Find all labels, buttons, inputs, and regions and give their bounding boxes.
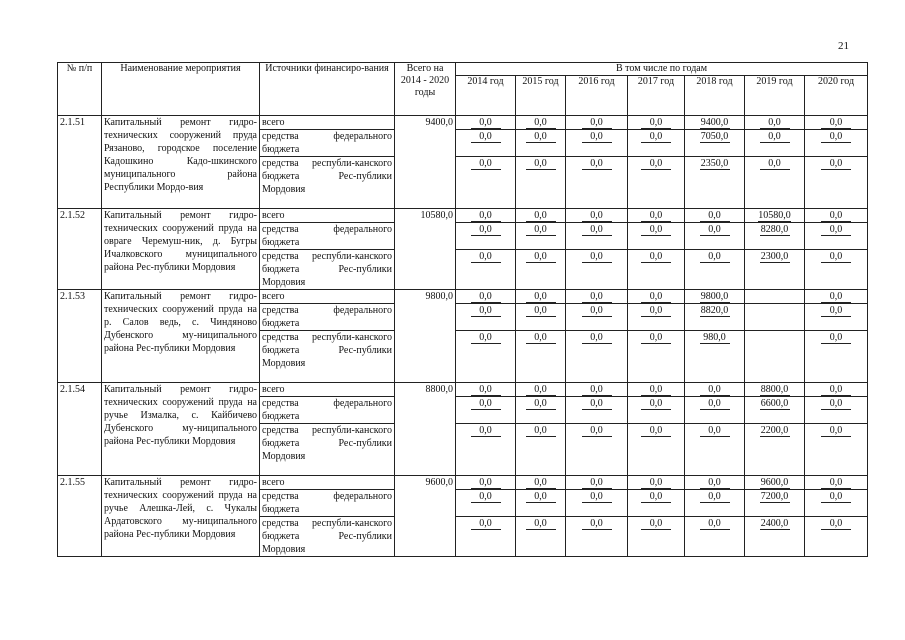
- year-value-2014: [456, 304, 516, 331]
- funding-source: всего: [260, 383, 395, 397]
- value-text: 0,0: [582, 131, 612, 143]
- value-text: 0,0: [641, 425, 671, 437]
- funding-source: средства республи-канского бюджета Рес-публики Мордовия: [260, 331, 395, 383]
- value-text: 0,0: [471, 398, 501, 410]
- year-value-2020: [805, 223, 868, 250]
- value-text: 0,0: [471, 210, 501, 222]
- year-value-2018: [685, 157, 745, 209]
- year-value-2015: [516, 490, 566, 517]
- year-value-2015: [516, 424, 566, 476]
- header-year-2016: 2016 год: [566, 76, 628, 116]
- value-text: 0,0: [582, 518, 612, 530]
- year-value-2015: [516, 223, 566, 250]
- year-value-2020: [805, 383, 868, 397]
- value-text: 0,0: [821, 518, 851, 530]
- page-number: 21: [838, 40, 849, 52]
- year-value-2018: [685, 476, 745, 490]
- funding-source: средства республи-канского бюджета Рес-публики Мордовия: [260, 517, 395, 557]
- year-value-2018: [685, 397, 745, 424]
- value-text: 0,0: [641, 491, 671, 503]
- measure-name: Капитальный ремонт гидро-технических сооружений пруда на ручье Алешка-Лей, с. Чукалы Ардатовского му-ниципального района Рес-публики Мордовия: [102, 476, 260, 557]
- value-text: 0,0: [526, 251, 556, 263]
- year-value-2017: [628, 476, 685, 490]
- value-text: 0,0: [760, 158, 790, 170]
- value-text: 0,0: [641, 158, 671, 170]
- value-text: 0,0: [582, 398, 612, 410]
- year-value-2019: [745, 517, 805, 557]
- value-text: 0,0: [821, 210, 851, 222]
- value-text: 0,0: [526, 477, 556, 489]
- header-year-2019: 2019 год: [745, 76, 805, 116]
- value-text: 0,0: [641, 224, 671, 236]
- row-number: 2.1.54: [58, 383, 102, 476]
- year-value-2016: [566, 304, 628, 331]
- value-text: 980,0: [700, 332, 730, 344]
- value-text: 0,0: [821, 117, 851, 129]
- year-value-2017: [628, 304, 685, 331]
- header-num: № п/п: [58, 63, 102, 116]
- year-value-2020: [805, 517, 868, 557]
- year-value-2016: [566, 476, 628, 490]
- year-value-2019: [745, 130, 805, 157]
- year-value-2014: [456, 383, 516, 397]
- year-value-2020: [805, 331, 868, 383]
- value-text: 0,0: [582, 491, 612, 503]
- value-text: 0,0: [526, 305, 556, 317]
- year-value-2019: [745, 490, 805, 517]
- value-text: 0,0: [700, 425, 730, 437]
- value-text: 0,0: [471, 158, 501, 170]
- year-value-2015: [516, 397, 566, 424]
- value-text: 2400,0: [760, 518, 789, 529]
- value-text: 0,0: [700, 251, 730, 263]
- value-text: 0,0: [700, 210, 730, 222]
- year-value-2015: [516, 157, 566, 209]
- value-text: 0,0: [471, 131, 501, 143]
- year-value-2014: [456, 250, 516, 290]
- year-value-2018: [685, 209, 745, 223]
- funding-source: средства республи-канского бюджета Рес-публики Мордовия: [260, 250, 395, 290]
- year-value-2018: [685, 383, 745, 397]
- value-text: 9400,0: [700, 117, 729, 128]
- funding-table: [57, 62, 868, 557]
- value-text: 0,0: [641, 398, 671, 410]
- year-value-2019: [745, 157, 805, 209]
- measure-name: Капитальный ремонт гидро-технических сооружений пруда Рязаново, городское поселение Кадошкино Кадо-шкинского муниципального района Республики Мордо-вия: [102, 116, 260, 209]
- funding-source: средства федерального бюджета: [260, 397, 395, 424]
- value-text: 0,0: [641, 210, 671, 222]
- value-text: 0,0: [641, 518, 671, 530]
- measure-name: Капитальный ремонт гидро-технических сооружений пруда на ручье Измалка, с. Кайбичево Дубенского му-ниципального района Рес-публики Мордовия: [102, 383, 260, 476]
- year-value-2019: [745, 116, 805, 130]
- value-text: 0,0: [471, 491, 501, 503]
- year-value-2017: [628, 209, 685, 223]
- year-value-2016: [566, 209, 628, 223]
- header-total: Всего на 2014 - 2020 годы: [395, 63, 456, 116]
- year-value-2015: [516, 250, 566, 290]
- year-value-2016: [566, 290, 628, 304]
- value-text: 0,0: [821, 291, 851, 303]
- value-text: 0,0: [821, 332, 851, 344]
- value-text: 0,0: [641, 251, 671, 263]
- value-text: 0,0: [582, 224, 612, 236]
- year-value-2014: [456, 290, 516, 304]
- value-text: 0,0: [526, 518, 556, 530]
- total-amount: 9400,0: [395, 116, 456, 209]
- value-text: 0,0: [582, 305, 612, 317]
- year-value-2020: [805, 424, 868, 476]
- value-text: 0,0: [821, 305, 851, 317]
- value-text: 0,0: [641, 117, 671, 129]
- measure-name: Капитальный ремонт гидро-технических сооружений пруда на овраге Черемуш-ник, д. Бугры Ичалковского муниципального района Рес-публики Мордовия: [102, 209, 260, 290]
- year-value-2015: [516, 331, 566, 383]
- year-value-2017: [628, 157, 685, 209]
- value-text: 0,0: [641, 131, 671, 143]
- funding-source: средства федерального бюджета: [260, 130, 395, 157]
- year-value-2014: [456, 331, 516, 383]
- year-value-2015: [516, 209, 566, 223]
- year-value-2019: [745, 290, 805, 304]
- year-value-2018: [685, 331, 745, 383]
- value-text: 0,0: [582, 210, 612, 222]
- year-value-2018: [685, 116, 745, 130]
- value-text: 0,0: [471, 291, 501, 303]
- year-value-2014: [456, 157, 516, 209]
- header-row-1: [58, 63, 868, 76]
- row-number: 2.1.55: [58, 476, 102, 557]
- year-value-2017: [628, 223, 685, 250]
- table-row: [58, 209, 868, 223]
- year-value-2014: [456, 116, 516, 130]
- year-value-2020: [805, 304, 868, 331]
- year-value-2020: [805, 116, 868, 130]
- value-text: 0,0: [526, 158, 556, 170]
- value-text: 0,0: [700, 518, 730, 530]
- value-text: 0,0: [582, 158, 612, 170]
- header-name: Наименование мероприятия: [102, 63, 260, 116]
- value-text: 0,0: [760, 117, 790, 129]
- value-text: 6600,0: [760, 398, 789, 409]
- year-value-2020: [805, 130, 868, 157]
- value-text: 0,0: [471, 518, 501, 530]
- year-value-2018: [685, 490, 745, 517]
- value-text: 8820,0: [700, 305, 729, 316]
- header-year-2020: 2020 год: [805, 76, 868, 116]
- header-year-2015: 2015 год: [516, 76, 566, 116]
- value-text: 0,0: [700, 491, 730, 503]
- value-text: 0,0: [821, 131, 851, 143]
- year-value-2019: [745, 304, 805, 331]
- year-value-2015: [516, 116, 566, 130]
- year-value-2020: [805, 209, 868, 223]
- year-value-2019: [745, 250, 805, 290]
- value-text: 9800,0: [700, 291, 729, 302]
- year-value-2018: [685, 250, 745, 290]
- total-amount: 9800,0: [395, 290, 456, 383]
- year-value-2019: [745, 331, 805, 383]
- header-year-2018: 2018 год: [685, 76, 745, 116]
- value-text: 0,0: [471, 384, 501, 396]
- value-text: 8280,0: [760, 224, 789, 235]
- value-text: 0,0: [526, 332, 556, 344]
- year-value-2017: [628, 116, 685, 130]
- value-text: 0,0: [700, 477, 730, 489]
- year-value-2016: [566, 223, 628, 250]
- value-text: 0,0: [526, 491, 556, 503]
- value-text: 0,0: [641, 477, 671, 489]
- year-value-2019: [745, 383, 805, 397]
- header-years-group: В том числе по годам: [456, 63, 868, 76]
- value-text: 7200,0: [760, 491, 789, 502]
- value-text: 0,0: [641, 384, 671, 396]
- year-value-2016: [566, 490, 628, 517]
- value-text: 0,0: [821, 384, 851, 396]
- year-value-2014: [456, 130, 516, 157]
- year-value-2018: [685, 424, 745, 476]
- value-text: 0,0: [526, 398, 556, 410]
- year-value-2016: [566, 517, 628, 557]
- year-value-2015: [516, 476, 566, 490]
- value-text: 8800,0: [760, 384, 789, 395]
- total-amount: 9600,0: [395, 476, 456, 557]
- year-value-2014: [456, 490, 516, 517]
- value-text: 0,0: [582, 332, 612, 344]
- table-body: [58, 116, 868, 557]
- funding-source: всего: [260, 290, 395, 304]
- value-text: 0,0: [471, 251, 501, 263]
- header-source: Источники финансиро-вания: [260, 63, 395, 116]
- year-value-2020: [805, 290, 868, 304]
- year-value-2015: [516, 517, 566, 557]
- total-amount: 10580,0: [395, 209, 456, 290]
- funding-source: средства федерального бюджета: [260, 223, 395, 250]
- year-value-2017: [628, 250, 685, 290]
- value-text: 0,0: [526, 117, 556, 129]
- measure-name: Капитальный ремонт гидро-технических сооружений пруда на р. Салов ведь, с. Чиндяново Дубенского му-ниципального района Рес-публики Мордовия: [102, 290, 260, 383]
- value-text: 0,0: [700, 398, 730, 410]
- year-value-2020: [805, 476, 868, 490]
- value-text: 0,0: [582, 425, 612, 437]
- year-value-2017: [628, 424, 685, 476]
- value-text: 0,0: [526, 131, 556, 143]
- value-text: 0,0: [471, 477, 501, 489]
- funding-source: средства республи-канского бюджета Рес-публики Мордовия: [260, 157, 395, 209]
- value-text: 0,0: [821, 477, 851, 489]
- table-row: [58, 290, 868, 304]
- row-number: 2.1.51: [58, 116, 102, 209]
- value-text: 0,0: [526, 210, 556, 222]
- year-value-2018: [685, 290, 745, 304]
- year-value-2015: [516, 130, 566, 157]
- funding-source: всего: [260, 476, 395, 490]
- year-value-2016: [566, 397, 628, 424]
- year-value-2018: [685, 130, 745, 157]
- year-value-2017: [628, 517, 685, 557]
- year-value-2018: [685, 517, 745, 557]
- year-value-2020: [805, 250, 868, 290]
- year-value-2016: [566, 130, 628, 157]
- value-text: 2200,0: [760, 425, 789, 436]
- value-text: 0,0: [582, 477, 612, 489]
- row-number: 2.1.52: [58, 209, 102, 290]
- value-text: 0,0: [821, 425, 851, 437]
- value-text: 0,0: [821, 398, 851, 410]
- year-value-2017: [628, 397, 685, 424]
- year-value-2020: [805, 397, 868, 424]
- year-value-2019: [745, 476, 805, 490]
- value-text: 0,0: [526, 384, 556, 396]
- value-text: 10580,0: [758, 210, 791, 221]
- year-value-2014: [456, 476, 516, 490]
- year-value-2017: [628, 130, 685, 157]
- year-value-2020: [805, 157, 868, 209]
- year-value-2014: [456, 223, 516, 250]
- value-text: 0,0: [641, 332, 671, 344]
- year-value-2016: [566, 383, 628, 397]
- value-text: 0,0: [471, 332, 501, 344]
- table-row: [58, 383, 868, 397]
- value-text: 0,0: [700, 384, 730, 396]
- year-value-2017: [628, 490, 685, 517]
- header-year-2014: 2014 год: [456, 76, 516, 116]
- year-value-2014: [456, 209, 516, 223]
- value-text: 0,0: [760, 131, 790, 143]
- row-number: 2.1.53: [58, 290, 102, 383]
- year-value-2017: [628, 331, 685, 383]
- value-text: 0,0: [582, 251, 612, 263]
- value-text: 0,0: [582, 384, 612, 396]
- year-value-2016: [566, 424, 628, 476]
- value-text: 0,0: [821, 251, 851, 263]
- value-text: 0,0: [641, 305, 671, 317]
- year-value-2019: [745, 397, 805, 424]
- funding-source: всего: [260, 116, 395, 130]
- value-text: 0,0: [821, 491, 851, 503]
- table-row: [58, 116, 868, 130]
- value-text: 0,0: [471, 117, 501, 129]
- value-text: 0,0: [821, 224, 851, 236]
- value-text: 0,0: [582, 117, 612, 129]
- funding-source: всего: [260, 209, 395, 223]
- year-value-2019: [745, 223, 805, 250]
- year-value-2014: [456, 397, 516, 424]
- year-value-2017: [628, 290, 685, 304]
- year-value-2014: [456, 517, 516, 557]
- funding-source: средства федерального бюджета: [260, 304, 395, 331]
- year-value-2015: [516, 304, 566, 331]
- value-text: 0,0: [700, 224, 730, 236]
- year-value-2016: [566, 157, 628, 209]
- header-year-2017: 2017 год: [628, 76, 685, 116]
- year-value-2015: [516, 290, 566, 304]
- value-text: 2350,0: [700, 158, 729, 169]
- funding-source: средства федерального бюджета: [260, 490, 395, 517]
- value-text: 0,0: [471, 305, 501, 317]
- value-text: 0,0: [821, 158, 851, 170]
- year-value-2020: [805, 490, 868, 517]
- year-value-2019: [745, 209, 805, 223]
- value-text: 2300,0: [760, 251, 789, 262]
- year-value-2016: [566, 250, 628, 290]
- value-text: 0,0: [471, 224, 501, 236]
- table-row: [58, 476, 868, 490]
- value-text: 0,0: [471, 425, 501, 437]
- value-text: 0,0: [526, 425, 556, 437]
- value-text: 9600,0: [760, 477, 789, 488]
- year-value-2017: [628, 383, 685, 397]
- value-text: 0,0: [526, 291, 556, 303]
- value-text: 0,0: [526, 224, 556, 236]
- total-amount: 8800,0: [395, 383, 456, 476]
- year-value-2016: [566, 116, 628, 130]
- funding-source: средства республи-канского бюджета Рес-публики Мордовия: [260, 424, 395, 476]
- year-value-2016: [566, 331, 628, 383]
- year-value-2018: [685, 304, 745, 331]
- year-value-2014: [456, 424, 516, 476]
- year-value-2018: [685, 223, 745, 250]
- year-value-2015: [516, 383, 566, 397]
- year-value-2019: [745, 424, 805, 476]
- value-text: 0,0: [582, 291, 612, 303]
- value-text: 7050,0: [700, 131, 729, 142]
- value-text: 0,0: [641, 291, 671, 303]
